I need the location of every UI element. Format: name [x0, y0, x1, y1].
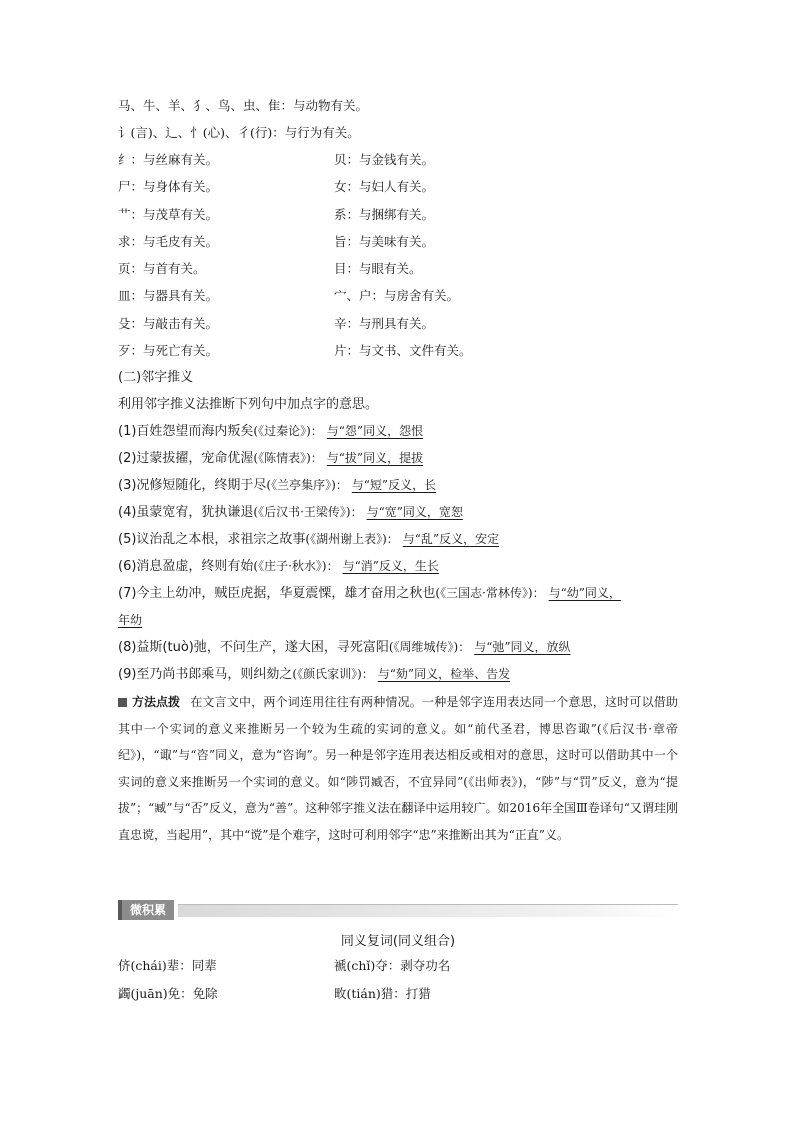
question-source: (《庄子·秋水》)：: [253, 559, 339, 574]
question-text: (3)况修短随化，终期于尽: [118, 478, 267, 494]
question-source: (《周维城传》)：: [388, 640, 471, 655]
document-page: [118, 92, 678, 1001]
question-item: [118, 553, 678, 580]
question-item: [118, 499, 678, 526]
radical-cell: 辛：与刑具有关。: [334, 315, 435, 331]
radical-cell: 纟：与丝麻有关。: [118, 152, 219, 167]
question-answer: 与“宽”同义，宽恕: [366, 505, 463, 520]
radical-row: [118, 228, 678, 255]
vocab-row: [118, 952, 678, 980]
banner-label: 微积累: [118, 900, 174, 920]
question-answer: 与“短”反义，长: [351, 478, 437, 493]
radical-cell: 殳：与敲击有关。: [118, 315, 219, 331]
question-item: [118, 418, 678, 445]
radical-row: [118, 173, 678, 200]
radical-row: [118, 201, 678, 228]
question-item: [118, 634, 678, 661]
radical-cell: 女：与妇人有关。: [334, 179, 435, 195]
question-text: (2)过蒙拔擢，宠命优渥: [118, 451, 254, 467]
question-source: (《三国志·常林传》)：: [435, 586, 545, 601]
radicals-intro-line: 马、牛、羊、犭、鸟、虫、隹：与动物有关。: [118, 98, 369, 113]
vocab-table: [118, 952, 678, 1008]
banner-bar: [178, 904, 678, 917]
radical-row: [118, 337, 678, 364]
question-item: [118, 580, 678, 634]
question-source: (《颜氏家训》)：: [292, 667, 374, 682]
question-text: (6)消息盈虚，终则有始: [118, 559, 254, 575]
section-instruction: 利用邻字推义法推断下列句中加点字的意思。: [118, 397, 379, 413]
vocab-cell: 畋(tián)猎：打猎: [334, 986, 431, 1001]
question-answer: 与“怨”同义，怨恨: [326, 424, 424, 439]
question-item: [118, 472, 678, 499]
question-item: [118, 661, 678, 688]
vocab-cell: 侪(chái)辈：同辈: [118, 958, 217, 973]
question-answer: 与“乱”反义，安定: [402, 532, 500, 547]
radical-cell: 求：与毛皮有关。: [118, 233, 219, 249]
radical-cell: 皿：与器具有关。: [118, 288, 219, 304]
radicals-intro-line: 讠(言)、辶、忄(心)、彳(行)：与行为有关。: [118, 125, 360, 140]
question-item: [118, 526, 678, 553]
question-item: [118, 445, 678, 472]
radical-cell: 系：与捆绑有关。: [334, 206, 435, 222]
question-answer: 与“拔”同义，提拔: [326, 451, 424, 466]
question-text: (1)百姓怨望而海内叛矣: [118, 424, 254, 440]
radical-cell: 目：与眼有关。: [334, 261, 422, 277]
radical-cell: 旨：与美味有关。: [334, 233, 435, 249]
method-tip-heading: [118, 689, 180, 716]
question-answer: 与“弛”同义，放纵: [474, 640, 571, 655]
method-tip-heading-label: 方法点拨: [132, 695, 181, 710]
question-answer-continued: 年幼: [118, 613, 143, 628]
radicals-table: [118, 146, 678, 364]
question-answer: 与“劾”同义，检举、告发: [377, 667, 511, 682]
question-text: (7)今主上幼冲，贼臣虎据，华夏震慄，雄才奋用之秋也: [118, 586, 436, 602]
radical-cell: 尸：与身体有关。: [118, 179, 219, 195]
question-text: (8)益斯(tuò)弛，不问生产，遂大困，寻死富阳: [118, 640, 389, 656]
question-answer: 与“消”反义，生长: [342, 559, 439, 574]
square-bullet-icon: [118, 698, 127, 707]
radical-cell: 艹：与茂草有关。: [118, 206, 219, 222]
question-text: (9)至乃尚书郎乘马，则纠劾之: [118, 667, 293, 683]
radicals-intro: [118, 92, 678, 146]
question-source: (《陈情表》)：: [253, 451, 323, 466]
question-source: (《湖州谢上表》)：: [305, 532, 399, 547]
question-answer: 与“幼”同义，: [548, 586, 621, 601]
radical-cell: 贝：与金钱有关。: [334, 152, 435, 167]
method-tip-body: 在文言文中，两个词连用往往有两种情况。一种是邻字连用表达同一个意思，这时可以借助其中一个实词的意义来推断另一个较为生疏的实词的意义。如“前代圣君，博思咨诹”(《后汉书·章帝纪》)，“诹”与“咨”同义，意为“咨询”。另一种是邻字连用表达相反或相对的意思，这时可以借助其中一个实词的意义来推断另一个实词的意义。如“陟罚臧否，不宜异同”(《出师表》)，“陟”与“罚”反义，意为“提拔”；“臧”与“否”反义，意为“善”。这种邻字推义法在翻译中运用较广。如2016年全国Ⅲ卷译句“又谓珪刚直忠谠，当起用”，其中“谠”是个难字，这时可利用邻字“忠”来推断出其为“正直”义。: [118, 695, 678, 842]
vocab-row: [118, 980, 678, 1008]
radical-row: [118, 310, 678, 337]
radical-row: [118, 255, 678, 282]
question-source: (《过秦论》)：: [253, 424, 323, 439]
question-source: (《后汉书·王梁传》)：: [253, 505, 363, 520]
radical-row: [118, 282, 678, 309]
radical-cell: 片：与文书、文件有关。: [334, 343, 472, 359]
radical-row: [118, 146, 678, 173]
question-text: (5)议治乱之本根，求祖宗之故事: [118, 532, 306, 548]
section-title: (二)邻字推义: [118, 370, 194, 386]
question-list: [118, 418, 678, 688]
radical-cell: 宀、户：与房舍有关。: [334, 288, 460, 304]
radical-cell: 页：与首有关。: [118, 261, 206, 277]
radical-cell: 歹：与死亡有关。: [118, 343, 219, 359]
vocab-title: 同义复词(同义组合): [340, 934, 456, 949]
vocab-cell: 褫(chǐ)夺：剥夺功名: [334, 958, 451, 973]
method-tip: [118, 689, 678, 848]
question-source: (《兰亭集序》)：: [266, 478, 348, 493]
vocab-cell: 蠲(juān)免：免除: [118, 986, 218, 1001]
section-banner: [118, 900, 678, 920]
question-text: (4)虽蒙宽宥，犹执谦退: [118, 505, 254, 521]
